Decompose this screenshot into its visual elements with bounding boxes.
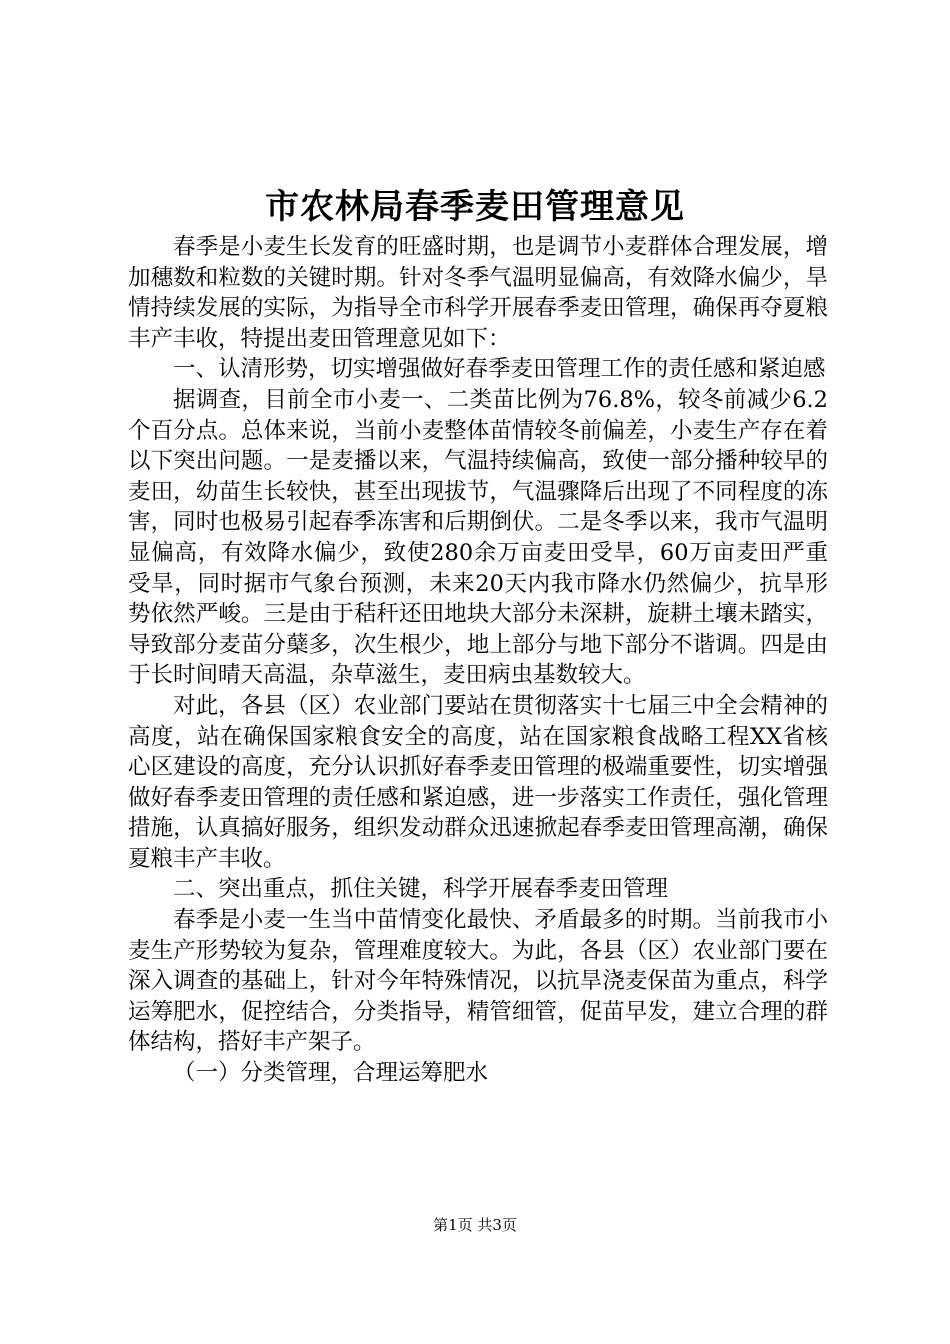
page-footer: 第1页 共3页 xyxy=(433,1216,517,1234)
document-title: 市农林局春季麦田管理意见 xyxy=(265,187,685,227)
subsection-heading-1: （一）分类管理，合理运筹肥水 xyxy=(173,1060,489,1087)
paragraph-spring: 春季是小麦一生当中苗情变化最快、矛盾最多的时期。当前我市小麦生产形势较为复杂，管理难度较大。为此，各县（区）农业部门要在深入调查的基础上，针对今年特殊情况，以抗旱浇麦保苗为重点，科学运筹肥水，促控结合，分类指导，精管细管，促苗早发，建立合理的群体结构，搭好丰产架子。 xyxy=(128,907,828,1056)
section-heading-1: 一、认清形势，切实增强做好春季麦田管理工作的责任感和紧迫感 xyxy=(173,356,826,383)
paragraph-response: 对此，各县（区）农业部门要站在贯彻落实十七届三中全会精神的高度，站在确保国家粮食安全的高度，站在国家粮食战略工程XX省核心区建设的高度，充分认识抓好春季麦田管理的极端重要性，切实增强做好春季麦田管理的责任感和紧迫感，进一步落实工作责任，强化管理措施，认真搞好服务，组织发动群众迅速掀起春季麦田管理高潮，确保夏粮丰产丰收。 xyxy=(128,692,828,872)
section-heading-2: 二、突出重点，抓住关键，科学开展春季麦田管理 xyxy=(173,876,669,903)
document-body xyxy=(128,232,828,1089)
paragraph-intro: 春季是小麦生长发育的旺盛时期，也是调节小麦群体合理发展，增加穗数和粒数的关键时期。针对冬季气温明显偏高，有效降水偏少，旱情持续发展的实际，为指导全市科学开展春季麦田管理，确保再夺夏粮丰产丰收，特提出麦田管理意见如下： xyxy=(128,234,828,352)
paragraph-survey: 据调查，目前全市小麦一、二类苗比例为76.8%，较冬前减少6.2个百分点。总体来说，当前小麦整体苗情较冬前偏差，小麦生产存在着以下突出问题。一是麦播以来，气温持续偏高，致使一部分播种较早的麦田，幼苗生长较快，甚至出现拔节，气温骤降后出现了不同程度的冻害，同时也极易引起春季冻害和后期倒伏。二是冬季以来，我市气温明显偏高，有效降水偏少，致使280余万亩麦田受旱，60万亩麦田严重受旱，同时据市气象台预测，未来20天内我市降水仍然偏少，抗旱形势依然严峻。三是由于秸秆还田地块大部分未深耕，旋耕土壤未踏实，导致部分麦苗分蘖多，次生根少，地上部分与地下部分不谐调。四是由于长时间晴天高温，杂草滋生，麦田病虫基数较大。 xyxy=(128,386,828,689)
